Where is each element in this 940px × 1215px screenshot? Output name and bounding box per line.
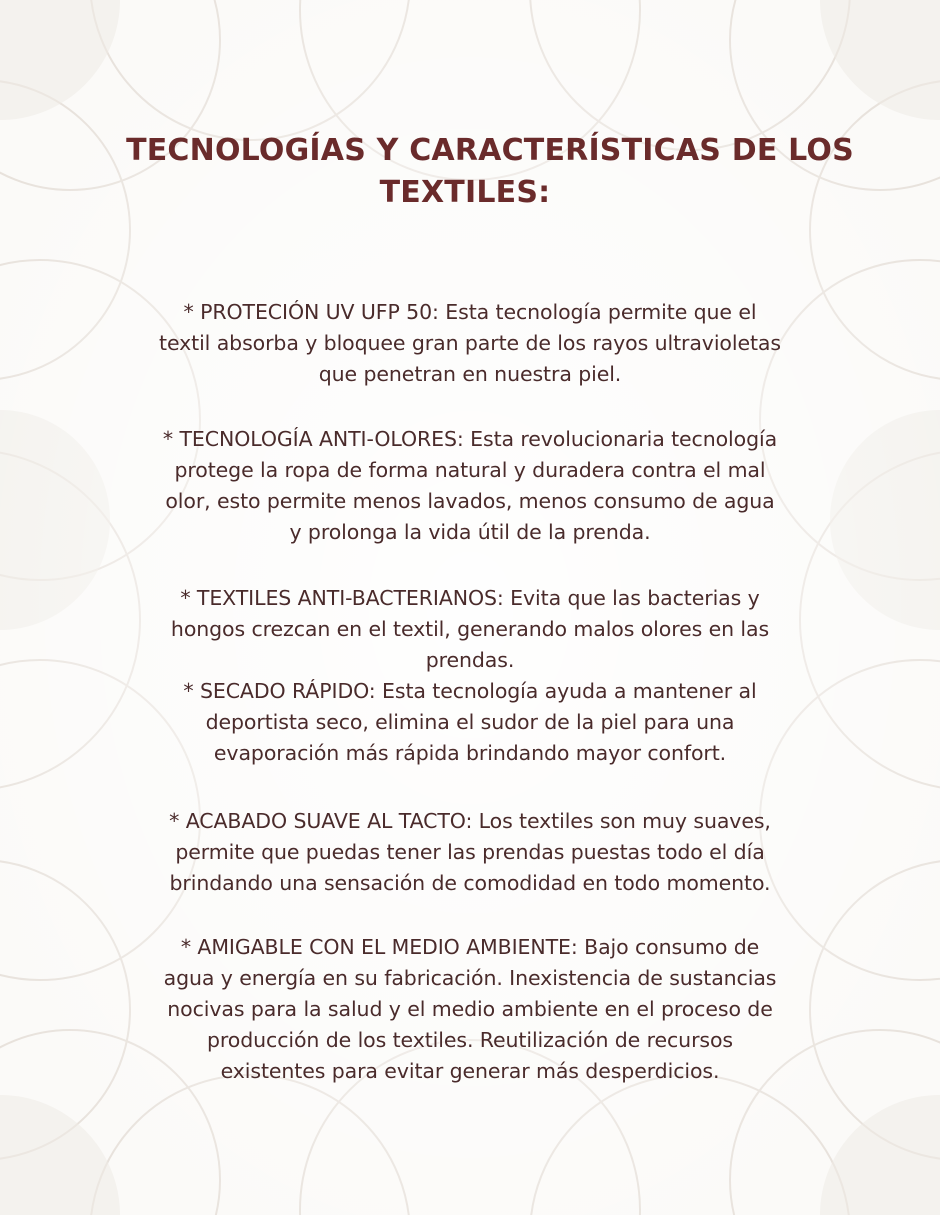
page-title <box>120 130 860 214</box>
text-line: textil absorba y bloquee gran parte de los rayos ultravioletas <box>159 331 781 355</box>
text-line: * PROTECIÓN UV UFP 50: Esta tecnología permite que el <box>183 300 757 324</box>
text-line: nocivas para la salud y el medio ambiente en el proceso de <box>167 997 773 1021</box>
text-line: prendas. <box>425 648 515 672</box>
paragraph-medio-ambiente <box>90 932 850 1087</box>
text-line: olor, esto permite menos lavados, menos consumo de agua <box>165 489 775 513</box>
text-line: deportista seco, elimina el sudor de la piel para una <box>205 710 735 734</box>
title-line: TECNOLOGÍAS Y CARACTERÍSTICAS DE LOS <box>126 133 854 168</box>
text-line: brindando una sensación de comodidad en todo momento. <box>169 871 771 895</box>
text-line: y prolonga la vida útil de la prenda. <box>289 520 651 544</box>
text-line: * TEXTILES ANTI-BACTERIANOS: Evita que las bacterias y <box>180 586 760 610</box>
text-line: permite que puedas tener las prendas puestas todo el día <box>175 840 765 864</box>
text-line: protege la ropa de forma natural y duradera contra el mal <box>174 458 766 482</box>
text-line: hongos crezcan en el textil, generando malos olores en las <box>170 617 770 641</box>
paragraph-acabado-suave <box>90 806 850 899</box>
text-line: existentes para evitar generar más desperdicios. <box>220 1059 720 1083</box>
text-line: * ACABADO SUAVE AL TACTO: Los textiles son muy suaves, <box>169 809 771 833</box>
paragraph-anti-olores <box>90 424 850 548</box>
text-line: evaporación más rápida brindando mayor confort. <box>213 741 727 765</box>
text-line: * SECADO RÁPIDO: Esta tecnología ayuda a mantener al <box>183 679 757 703</box>
paragraph-anti-bacterianos-secado <box>90 583 850 769</box>
text-line: que penetran en nuestra piel. <box>318 362 622 386</box>
text-line: * AMIGABLE CON EL MEDIO AMBIENTE: Bajo consumo de <box>180 935 760 959</box>
text-line: producción de los textiles. Reutilización de recursos <box>207 1028 733 1052</box>
text-line: * TECNOLOGÍA ANTI-OLORES: Esta revolucionaria tecnología <box>162 427 778 451</box>
paragraph-proteccion-uv <box>90 297 850 390</box>
text-line: agua y energía en su fabricación. Inexistencia de sustancias <box>163 966 777 990</box>
title-line: TEXTILES: <box>379 175 551 210</box>
